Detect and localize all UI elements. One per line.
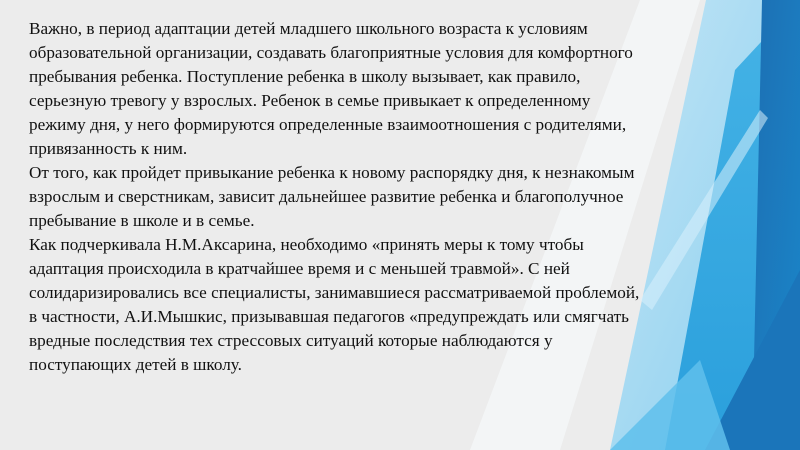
- body-line: взрослым и сверстникам, зависит дальнейшее развитие ребенка и благополучное: [29, 187, 624, 206]
- body-line: поступающих детей в школу.: [29, 355, 242, 374]
- body-line: пребывания ребенка. Поступление ребенка в школу вызывает, как правило,: [29, 67, 581, 86]
- body-line: привязанность к ним.: [29, 139, 188, 158]
- body-line: Важно, в период адаптации детей младшего школьного возраста к условиям: [29, 19, 588, 38]
- body-line: режиму дня, у него формируются определенные взаимоотношения с родителями,: [29, 115, 627, 134]
- body-line: серьезную тревогу у взрослых. Ребенок в семье привыкает к определенному: [29, 91, 591, 110]
- body-line: образовательной организации, создавать благоприятные условия для комфортного: [29, 43, 633, 62]
- body-line: пребывание в школе и в семье.: [29, 211, 255, 230]
- body-line: в частности, А.И.Мышкис, призывавшая педагогов «предупреждать или смягчать: [29, 307, 629, 326]
- body-line: вредные последствия тех стрессовых ситуаций которые наблюдаются у: [29, 331, 553, 350]
- body-line: адаптация происходила в кратчайшее время и с меньшей травмой». С ней: [29, 259, 570, 278]
- slide-body-text: [29, 17, 749, 377]
- body-line: солидаризировались все специалисты, занимавшиеся рассматриваемой проблемой,: [29, 283, 640, 302]
- body-line: От того, как пройдет привыкание ребенка к новому распорядку дня, к незнакомым: [29, 163, 635, 182]
- body-line: Как подчеркивала Н.М.Аксарина, необходимо «принять меры к тому чтобы: [29, 235, 584, 254]
